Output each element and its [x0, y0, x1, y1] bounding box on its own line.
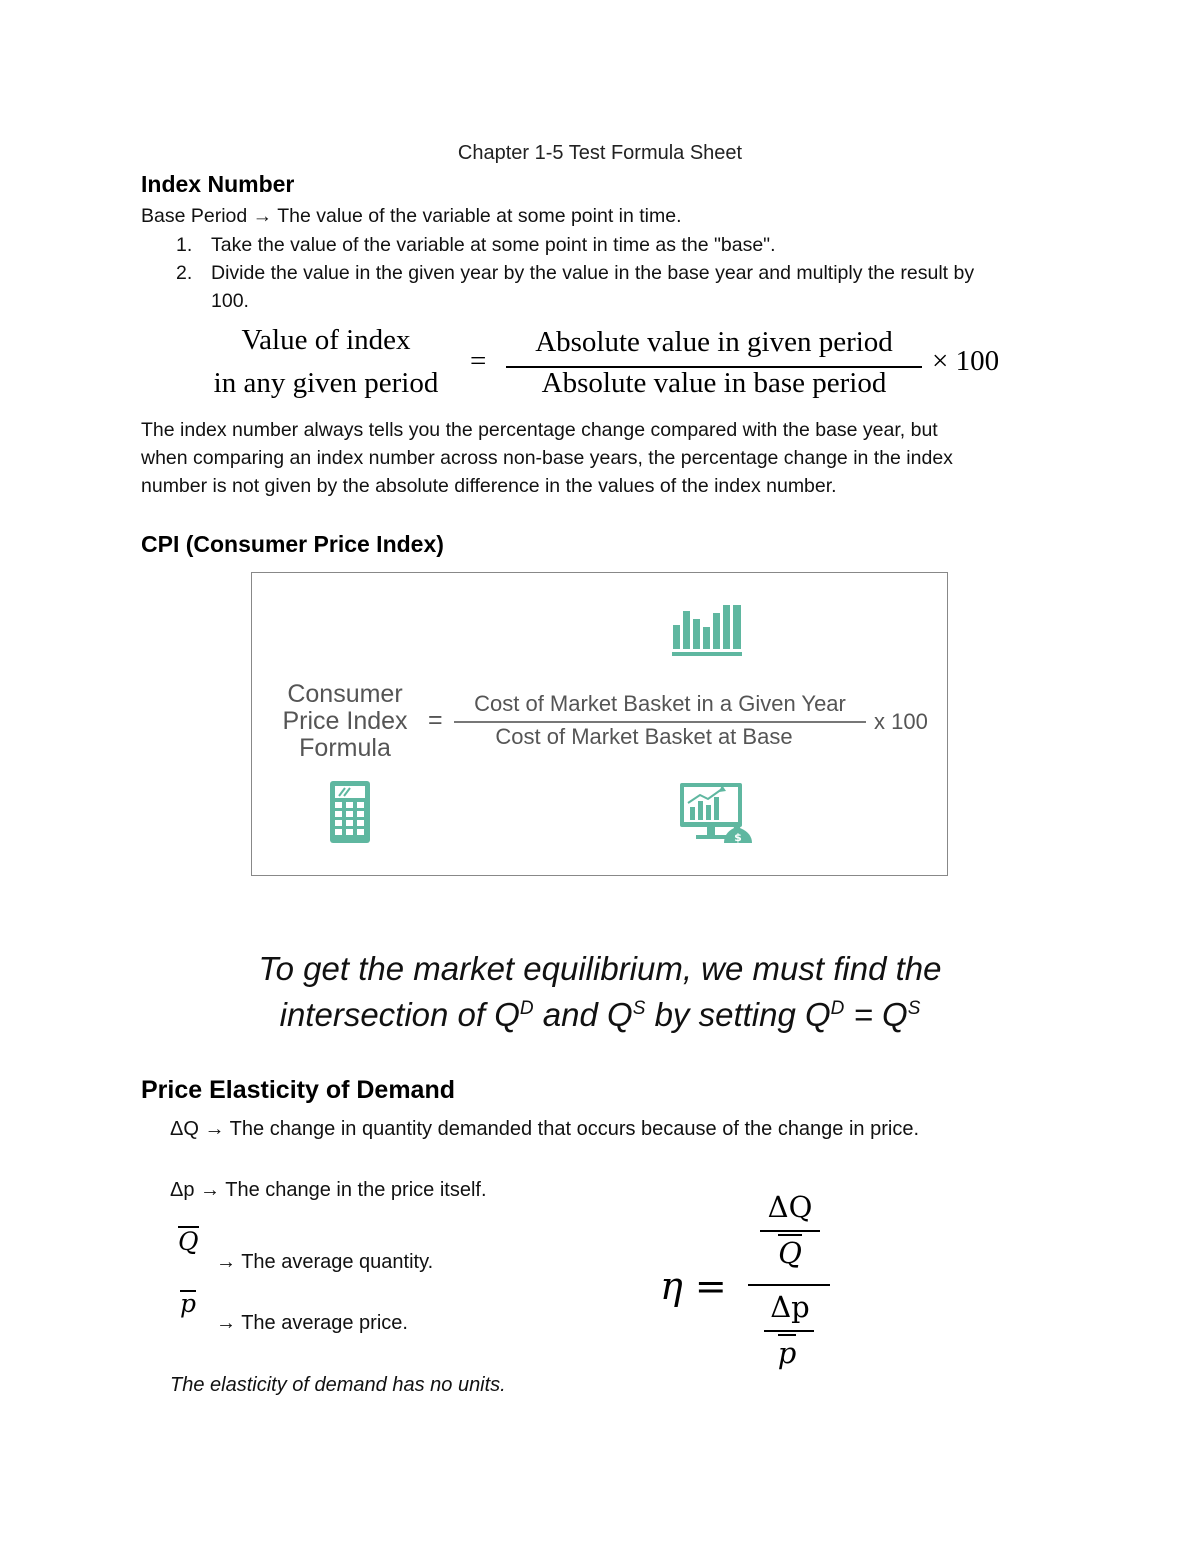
eta-equals: η = — [660, 1264, 727, 1308]
step-2-text-continued: 100. — [211, 290, 249, 312]
cpi-multiplier: x 100 — [874, 709, 928, 734]
cpi-formula-box — [251, 572, 948, 876]
superscript-d-2: D — [830, 998, 845, 1019]
index-paragraph-line2: when comparing an index number across non-base years, the percentage change in the index — [141, 447, 953, 469]
index-formula-equals: = — [470, 345, 487, 377]
equilibrium-text-a: intersection of Q — [279, 996, 520, 1033]
equilibrium-text-c: by setting Q — [645, 996, 831, 1033]
index-formula-multiplier: × 100 — [932, 345, 1000, 377]
step-2-text: Divide the value in the given year by the value in the base year and multiply the result by — [211, 262, 975, 284]
formula-pbar-text: p — [777, 1336, 797, 1370]
cpi-label-line2: Price Index — [282, 707, 408, 735]
svg-text:$: $ — [734, 831, 742, 844]
base-period-text: Base Period → The value of the variable at some point in time. — [141, 205, 682, 227]
bar-chart-icon — [672, 603, 746, 659]
formula-inner-bar-top — [760, 1230, 820, 1232]
equilibrium-line1: To get the market equilibrium, we must find the — [258, 950, 942, 987]
index-paragraph-line3: number is not given by the absolute difference in the values of the index number. — [141, 475, 837, 497]
ped-heading: Price Elasticity of Demand — [141, 1076, 456, 1104]
cpi-numerator: Cost of Market Basket in a Given Year — [474, 691, 846, 716]
index-number-heading: Index Number — [141, 171, 295, 197]
formula-main-bar — [748, 1284, 830, 1286]
cpi-label-line3: Formula — [299, 734, 391, 762]
formula-qbar — [760, 1236, 820, 1270]
page-title: Chapter 1-5 Test Formula Sheet — [457, 142, 743, 164]
cpi-denominator: Cost of Market Basket at Base — [495, 724, 793, 749]
cpi-heading: CPI (Consumer Price Index) — [141, 531, 444, 557]
monitor-chart-icon — [680, 783, 756, 845]
ped-pbar-symbol: p — [180, 1289, 197, 1318]
equilibrium-text-d: = Q — [844, 996, 908, 1033]
index-formula-lhs-line1: Value of index — [241, 324, 411, 356]
ped-delta-q-definition: ΔQ → The change in quantity demanded that occurs because of the change in price. — [170, 1118, 920, 1140]
formula-delta-p: Δp — [770, 1290, 810, 1324]
index-formula-numerator: Absolute value in given period — [535, 326, 893, 358]
formula-inner-bar-bottom — [764, 1330, 814, 1332]
formula-pbar — [760, 1336, 814, 1370]
superscript-d: D — [519, 998, 534, 1019]
superscript-s: S — [632, 998, 646, 1019]
ped-note: The elasticity of demand has no units. — [170, 1374, 506, 1396]
ped-pbar-definition: → The average price. — [216, 1312, 408, 1334]
formula-delta-q: ΔQ — [767, 1190, 813, 1224]
step-2-number: 2. — [176, 262, 193, 284]
equilibrium-text-b: and Q — [533, 996, 633, 1033]
step-1-text: Take the value of the variable at some point in time as the "base". — [211, 234, 776, 256]
index-formula-denominator: Absolute value in base period — [541, 367, 887, 399]
cpi-equals: = — [428, 706, 443, 734]
index-formula-lhs-line2: in any given period — [213, 367, 439, 399]
index-paragraph-line1: The index number always tells you the percentage change compared with the base year, but — [141, 419, 938, 441]
ped-delta-p-definition: Δp → The change in the price itself. — [170, 1179, 487, 1201]
calculator-icon — [330, 781, 372, 845]
ped-qbar-symbol: Q — [178, 1227, 199, 1256]
cpi-label-line1: Consumer — [287, 680, 403, 708]
formula-qbar-text: Q — [778, 1236, 802, 1270]
cpi-fraction-bar — [454, 721, 866, 723]
ped-qbar-definition: → The average quantity. — [216, 1251, 434, 1273]
step-1-number: 1. — [176, 234, 193, 256]
superscript-s-2: S — [907, 998, 921, 1019]
equilibrium-line2 — [0, 996, 1200, 1034]
